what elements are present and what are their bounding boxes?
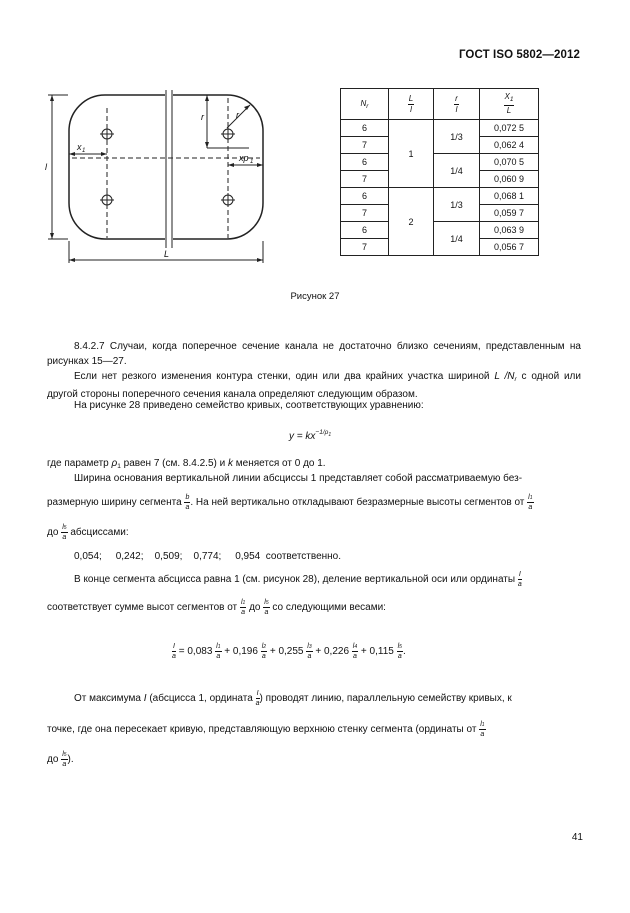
figure-27-table — [340, 88, 539, 256]
paragraph-maximum-line1: От максимума I (абсцисса 1, ордината $\frac{I}{a}$ ) проводят линию, параллельную семейству кривых, к — [74, 690, 512, 707]
paragraph-maximum-line3: до $\frac{l5}{a}$ ). — [47, 751, 74, 768]
header-r-over-l: $\frac{r}{l}$ — [434, 89, 480, 120]
equation-2: $\frac{I}{a}$ = 0,083 $\frac{l1}{a}$ + 0,196 $\frac{l2}{a}$ + 0,255 $\frac{l3}{a}$ + 0,226 $\frac{l4}{a}$ + 0,115 $\frac{l5}{a}$ . — [172, 643, 406, 660]
label-xp: xp — [239, 153, 249, 163]
equation-1: $y = kx^{-1/\rho_1}$ — [289, 429, 332, 442]
label-xp-sub: 1 — [250, 159, 254, 165]
table-cell: 0,060 9 — [480, 171, 539, 188]
document-header: ГОСТ ISO 5802—2012 — [458, 49, 580, 61]
table-row — [341, 120, 539, 137]
header-x1-over-L: $\frac{X_1}{L}$ — [480, 89, 539, 120]
paragraph-8-4-2-7: 8.4.2.7 Случаи, когда поперечное сечение канала не достаточно близко сечениям, представленным на рисунках 15—27. — [47, 341, 581, 367]
table-cell: 7 — [341, 239, 389, 256]
table-cell: 7 — [341, 205, 389, 222]
figure-27-drawing — [44, 88, 284, 266]
paragraph-segment-end-line1: В конце сегмента абсцисса равна 1 (см. рисунок 28), деление вертикальной оси или ординаты $\frac{I}{a}$ — [74, 571, 522, 588]
label-x1-sub: 1 — [82, 148, 86, 154]
paragraph-width-line2: размерную ширину сегмента $\frac{b}{a}$ . На ней вертикально откладывают безразмерные высоты сегментов от $\frac{l1}{a}$ — [47, 494, 533, 511]
table-cell: 6 — [341, 222, 389, 239]
label-r-radius: r — [236, 110, 239, 120]
table-cell: 6 — [341, 120, 389, 137]
label-x1: x — [77, 142, 82, 152]
page-number: 41 — [571, 832, 583, 843]
figure-caption: Рисунок 27 — [290, 291, 340, 302]
table-cell: 0,063 9 — [480, 222, 539, 239]
table-cell: 7 — [341, 171, 389, 188]
paragraph-segment-end-line2: соответствует сумме высот сегментов от $\frac{l1}{a}$ до $\frac{l5}{a}$ со следующими весами: — [47, 599, 386, 616]
table-cell: 6 — [341, 154, 389, 171]
table-header-row — [341, 89, 539, 120]
abscissa-values: 0,054; 0,242; 0,509; 0,774; 0,954 соответственно. — [74, 551, 342, 562]
label-r-vertical: r — [201, 112, 204, 122]
group-cell: 1 — [389, 120, 434, 188]
group-cell: 2 — [389, 188, 434, 256]
table-row — [341, 154, 539, 171]
paragraph-contour: Если нет резкого изменения контура стенки, один или два крайних участка шириной L $/N_r$ с одной или другой стороны поперечного сечения канала определяют следующим образом. — [47, 371, 581, 400]
paragraph-width-line1: Ширина основания вертикальной линии абсциссы 1 представляет собой рассматриваемую без- — [74, 473, 523, 484]
table-cell: 7 — [341, 137, 389, 154]
header-nr: $N_r$ — [341, 89, 389, 120]
table-cell: 0,059 7 — [480, 205, 539, 222]
label-L: L — [164, 249, 170, 259]
ratio-cell: 1/3 — [434, 188, 480, 222]
table-cell: 0,070 5 — [480, 154, 539, 171]
ratio-cell: 1/4 — [434, 222, 480, 256]
table-cell: 6 — [341, 188, 389, 205]
table-cell: 0,072 5 — [480, 120, 539, 137]
label-l: l — [45, 162, 47, 172]
table-cell: 0,062 4 — [480, 137, 539, 154]
table-cell: 0,068 1 — [480, 188, 539, 205]
table-row — [341, 222, 539, 239]
paragraph-parameter: где параметр $\rho_1$ равен 7 (см. 8.4.2.5) и k меняется от 0 до 1. — [47, 458, 326, 470]
paragraph-width-line3: до $\frac{l5}{a}$ абсциссами: — [47, 524, 129, 541]
table-cell: 0,056 7 — [480, 239, 539, 256]
ratio-cell: 1/4 — [434, 154, 480, 188]
paragraph-maximum-line2: точке, где она пересекает кривую, представляющую верхнюю стенку сегмента (ординаты от $\frac{l1}{a}$ — [47, 721, 485, 738]
ratio-cell: 1/3 — [434, 120, 480, 154]
header-L-over-l: $\frac{L}{l}$ — [389, 89, 434, 120]
table-row — [341, 188, 539, 205]
paragraph-figure-28: На рисунке 28 приведено семейство кривых, соответствующих уравнению: — [74, 400, 424, 411]
